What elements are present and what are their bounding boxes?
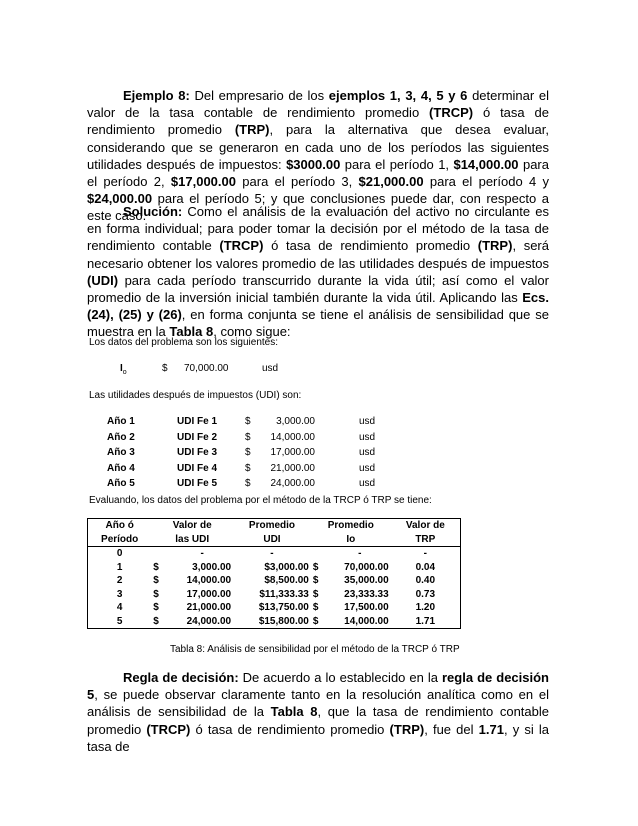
io-unit: usd [262,363,279,374]
cell-currency: $ [312,561,319,573]
udi-label: UDI Fe 2 [177,431,218,443]
text-run: $3000.00 [286,156,341,172]
io-currency: $ [162,363,168,374]
text-run: (UDI) [87,272,119,288]
text-run: , en forma conjunta se tiene el análisis de sensibilidad que se muestra en la [87,307,549,340]
text-run: (TRP) [477,238,513,254]
text-run: (TRCP) [146,721,191,737]
text-run: $17,000.00 [170,174,236,190]
text-run: para el período 5; y que conclusiones puede dar, con respecto a este caso. [87,191,549,224]
text-run: ó tasa de rendimiento promedio [87,105,549,138]
col-subheader-prom-udi: UDI [233,533,311,547]
udi-row [107,445,375,461]
text-run: ó tasa de rendimiento promedio [190,721,390,737]
cell-currency: $ [153,575,159,586]
cell-prom-io: 35,000.00 [344,575,389,586]
cell-prom-udi: $3,000.00 [264,561,309,573]
cell-prom-udi: $13,750.00 [258,602,309,613]
udi-label: UDI Fe 3 [177,447,218,459]
text-run: Como el análisis de la evaluación del activo no circulante es en forma individual; para poder tomar la decisión por el método de la tasa de rendimiento contable [87,204,549,254]
udi-year: Año 3 [107,447,135,459]
text-run: para el período 2, [87,156,549,190]
cell-periodo: 4 [116,602,123,613]
table-header-row-2 [88,533,461,547]
cell-trp: 1.71 [415,615,436,627]
table-row [88,574,461,588]
text-run: $21,000.00 [358,174,424,190]
cell-udi: - [200,548,204,559]
text-run: Del empresario de los [189,88,329,103]
io-subscript: o [122,369,127,376]
cell-prom-io: 14,000.00 [344,615,389,627]
cell-currency [151,547,171,561]
solucion-label: Solución: [123,204,183,219]
udi-row [107,476,375,492]
cell-trp: - [423,548,427,559]
cell-prom-io: 70,000.00 [344,561,389,573]
udi-row [107,430,375,446]
cell-prom-udi: - [270,548,274,559]
udi-currency: $ [245,431,251,443]
table-row [88,615,461,629]
text-run: , será necesario obtener los valores promedio de las utilidades después de impuestos [87,238,549,271]
io-row [120,362,127,379]
udi-unit: usd [359,431,376,443]
text-run: De acuerdo a lo establecido en la [238,670,442,685]
text-run: (TRCP) [219,238,264,254]
cell-periodo: 2 [116,575,123,586]
table-row [88,588,461,602]
udi-amount: 17,000.00 [270,447,315,459]
text-run: para el período 4 y [423,174,549,190]
udi-unit: usd [359,462,376,474]
cell-prom-udi: $15,800.00 [258,615,309,627]
ejemplo-label: Ejemplo 8: [123,88,190,103]
cell-prom-io: 23,333.33 [344,588,389,600]
text-run: para el período 1, [340,156,454,172]
solucion-paragraph [87,203,549,341]
cell-udi: 3,000.00 [192,561,232,573]
io-symbol: I [120,363,123,374]
cell-udi: 14,000.00 [186,575,232,586]
solucion-body [87,204,549,339]
text-run: regla de decisión 5 [87,670,549,703]
text-run: Tabla 8 [270,704,318,720]
text-run: (TRP) [389,721,425,737]
col-subheader-periodo: Período [88,533,152,547]
text-run: , y si la tasa de [87,721,549,754]
cell-periodo: 0 [116,548,123,559]
text-run: , se puede observar claramente tanto en la resolución analítica como en el análisis de sensibilidad de la [87,687,549,720]
udi-label: UDI Fe 5 [177,478,218,490]
udi-intro: Las utilidades después de impuestos (UDI) son: [89,390,302,401]
cell-prom-io: - [358,548,362,559]
cell-currency: $ [153,602,159,613]
udi-list [107,414,375,492]
col-header-prom-udi: Promedio [248,520,296,531]
text-run: (TRP) [234,122,270,138]
table-row [88,601,461,615]
udi-unit: usd [359,478,376,490]
text-run: , que la tasa de rendimiento contable promedio [87,704,549,737]
cell-trp: 0.40 [415,575,436,586]
text-run: para el período 3, [236,174,359,190]
udi-row [107,414,375,430]
cell-udi: 21,000.00 [186,602,232,613]
udi-amount: 3,000.00 [276,416,315,427]
text-run: $14,000.00 [453,156,519,172]
cell-currency: $ [312,575,319,586]
udi-amount: 21,000.00 [270,462,315,474]
col-subheader-trp: TRP [391,533,461,547]
cell-currency: $ [153,561,159,573]
table-row [88,561,461,575]
cell-udi: 17,000.00 [186,588,232,600]
col-subheader-udi: las UDI [151,533,233,547]
text-run: (TRCP) [429,105,474,121]
col-subheader-prom-io: Io [311,533,391,547]
cell-periodo: 1 [116,561,123,573]
text-run: , como sigue: [213,324,291,340]
table-row [88,547,461,561]
text-run: , para la alternativa que desea evaluar, considerando que se generaron en cada uno de los períodos las siguientes utilidades después de impuestos: [87,122,549,172]
cell-currency: $ [312,602,319,613]
text-run: $24,000.00 [87,191,153,207]
udi-year: Año 4 [107,462,135,474]
table-caption: Tabla 8: Análisis de sensibilidad por el método de la TRCP ó TRP [170,644,460,655]
text-run: para cada período transcurrido durante la vida útil; así como el valor promedio de la inversión inicial también durante la vida útil. Aplicando las [87,272,549,306]
udi-amount: 14,000.00 [270,431,315,443]
udi-year: Año 1 [107,416,135,427]
text-run: determinar el valor de la tasa contable de rendimiento promedio [87,88,549,121]
text-run: ó tasa de rendimiento promedio [263,238,478,254]
text-run: 1.71 [478,721,504,737]
cell-prom-io: 17,500.00 [344,602,389,613]
udi-year: Año 2 [107,431,135,443]
cell-periodo: 3 [116,588,123,600]
cell-currency: $ [153,588,159,600]
col-header-periodo: Año ó [105,520,134,531]
cell-prom-udi: $11,333.33 [259,588,309,600]
udi-label: UDI Fe 4 [177,462,218,474]
table-header-row [88,519,461,533]
cell-currency: $ [153,615,159,627]
udi-year: Año 5 [107,478,135,490]
udi-currency: $ [245,462,251,474]
regla-label: Regla de decisión: [123,670,239,685]
udi-unit: usd [359,447,376,459]
col-header-prom-io: Promedio [327,520,374,531]
cell-udi: 24,000.00 [186,615,232,627]
text-run: ejemplos 1, 3, 4, 5 y 6 [328,88,468,103]
cell-trp: 0.04 [415,561,436,573]
cell-trp: 0.73 [415,588,436,600]
cell-currency: $ [312,588,319,600]
regla-paragraph [87,669,549,755]
udi-currency: $ [245,416,251,427]
cell-currency [311,547,329,561]
cell-periodo: 5 [116,615,123,627]
io-amount: 70,000.00 [184,363,229,374]
cell-prom-udi: $8,500.00 [264,575,309,586]
udi-unit: usd [359,416,376,427]
datos-intro: Los datos del problema son los siguientes: [89,337,279,348]
col-header-trp: Valor de [405,520,445,531]
udi-amount: 24,000.00 [270,478,315,490]
text-run: Ecs. (24), (25) y (26) [87,290,549,323]
udi-currency: $ [245,478,251,490]
col-header-udi: Valor de [172,520,212,531]
trp-table [87,518,461,629]
cell-currency: $ [312,615,319,627]
udi-currency: $ [245,447,251,459]
cell-trp: 1.20 [415,602,436,613]
udi-row [107,461,375,477]
text-run: Tabla 8 [169,324,214,340]
text-run: , fue del [424,721,479,737]
eval-intro: Evaluando, los datos del problema por el método de la TRCP ó TRP se tiene: [89,495,432,506]
udi-label: UDI Fe 1 [177,416,218,427]
